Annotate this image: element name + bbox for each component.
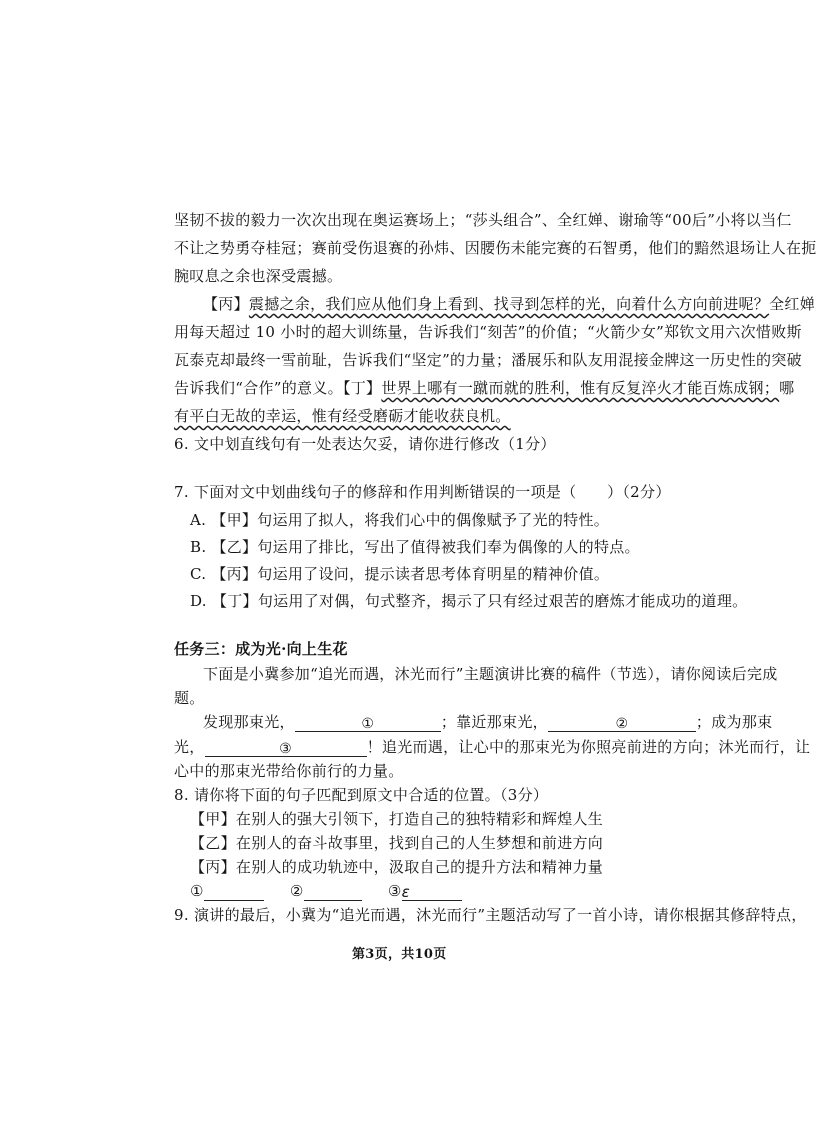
q8-item-jia: 【甲】在别人的强大引领下，打造自己的独特精彩和辉煌人生 xyxy=(190,810,604,828)
option-c: C. 【丙】句运用了设问，提示读者思考体育明星的精神价值。 xyxy=(190,565,610,583)
q8-answer-row xyxy=(190,881,462,901)
passage-line: 瓦泰克却最终一雪前耻，告诉我们“坚定”的力量；潘展乐和队友用混接金牌这一历史性的突破 xyxy=(174,351,802,369)
q8-item-yi: 【乙】在别人的奋斗故事里，找到自己的人生梦想和前进方向 xyxy=(190,834,604,852)
tag-ding: 【丁】 xyxy=(342,379,382,397)
blank-2-number: ② xyxy=(615,716,629,732)
answer-2-blank xyxy=(304,882,362,901)
passage-line-ding-2 xyxy=(174,406,511,426)
passage-line: 用每天超过 10 小时的超大训练量，告诉我们“刻苦”的价值；“火箭少女”郑钦文用六次惜败斯 xyxy=(174,323,802,341)
question-6: 6. 文中划直线句有一处表达欠妥，请你进行修改（1分） xyxy=(174,435,556,453)
answer-2-label: ② xyxy=(289,882,304,900)
blank-1 xyxy=(295,713,441,732)
passage-line: 腕叹息之余也深受震撼。 xyxy=(174,267,343,285)
passage-line: 坚韧不拔的毅力一次次出现在奥运赛场上；“莎头组合”、全红婵、谢瑜等“00后”小将以当仁 xyxy=(174,211,792,229)
passage-text: 哪 xyxy=(779,379,795,397)
option-b: B. 【乙】句运用了排比，写出了值得被我们奉为偶像的人的特点。 xyxy=(190,538,640,556)
passage-line-ding xyxy=(174,378,794,398)
speech-line-3: 心中的那束光带给你前行的力量。 xyxy=(174,762,404,780)
speech-text: 发现那束光， xyxy=(203,713,295,731)
speech-line-2 xyxy=(174,737,810,757)
question-7-stem: 7. 下面对文中划曲线句子的修辞和作用判断错误的一项是（ ）（2分） xyxy=(174,483,671,501)
passage-line: 不让之势勇夺桂冠；赛前受伤退赛的孙炜、因腰伤未能完赛的石智勇，他们的黯然退场让人在扼 xyxy=(174,239,817,257)
blank-2 xyxy=(548,713,696,732)
speech-text: ；成为那束 xyxy=(695,713,773,731)
q8-item-bing: 【丙】在别人的成功轨迹中，汲取自己的提升方法和精神力量 xyxy=(190,858,604,876)
answer-3-label: ③ xyxy=(387,882,402,900)
answer-3-blank xyxy=(402,882,462,901)
speech-text: ！追光而遇，让心中的那束光为你照亮前进的方向；沐光而行，让 xyxy=(366,738,811,756)
blank-3 xyxy=(205,738,367,757)
handwritten-mark: ɛ xyxy=(401,883,411,901)
ding-sentence-part2: 有平白无故的幸运，惟有经受磨砺才能收获良机。 xyxy=(174,407,511,425)
passage-line-bing xyxy=(203,294,815,314)
bing-sentence: 震撼之余，我们应从他们身上看到、找寻到怎样的光，向着什么方向前进呢？ xyxy=(248,295,770,313)
task3-title: 任务三：成为光·向上生花 xyxy=(174,640,348,658)
passage-text: 全红婵 xyxy=(769,295,816,313)
question-9: 9. 演讲的最后，小冀为“追光而遇，沐光而行”主题活动写了一首小诗，请你根据其修辞特点， xyxy=(174,906,807,924)
option-a: A. 【甲】句运用了拟人，将我们心中的偶像赋予了光的特性。 xyxy=(190,511,610,529)
answer-1-label: ① xyxy=(190,882,204,900)
speech-text: 光， xyxy=(174,738,205,756)
answer-1-blank xyxy=(204,882,264,901)
speech-line-1 xyxy=(203,712,772,732)
ding-sentence-part1: 世界上哪有一蹴而就的胜利，惟有反复淬火才能百炼成钢； xyxy=(381,379,780,397)
task3-intro: 下面是小冀参加“追光而遇，沐光而行”主题演讲比赛的稿件（节选），请你阅读后完成 xyxy=(203,665,778,683)
passage-text: 告诉我们“合作”的意义。 xyxy=(174,379,343,397)
blank-3-number: ③ xyxy=(279,741,293,757)
blank-1-number: ① xyxy=(361,716,375,732)
speech-text: ；靠近那束光， xyxy=(440,713,548,731)
option-d: D. 【丁】句运用了对偶，句式整齐，揭示了只有经过艰苦的磨炼才能成功的道理。 xyxy=(190,592,748,610)
page-number: 第3页，共10页 xyxy=(352,947,447,962)
tag-bing: 【丙】 xyxy=(203,295,249,313)
task3-intro: 题。 xyxy=(174,689,205,707)
question-8-stem: 8. 请你将下面的句子匹配到原文中合适的位置。（3分） xyxy=(174,786,549,804)
